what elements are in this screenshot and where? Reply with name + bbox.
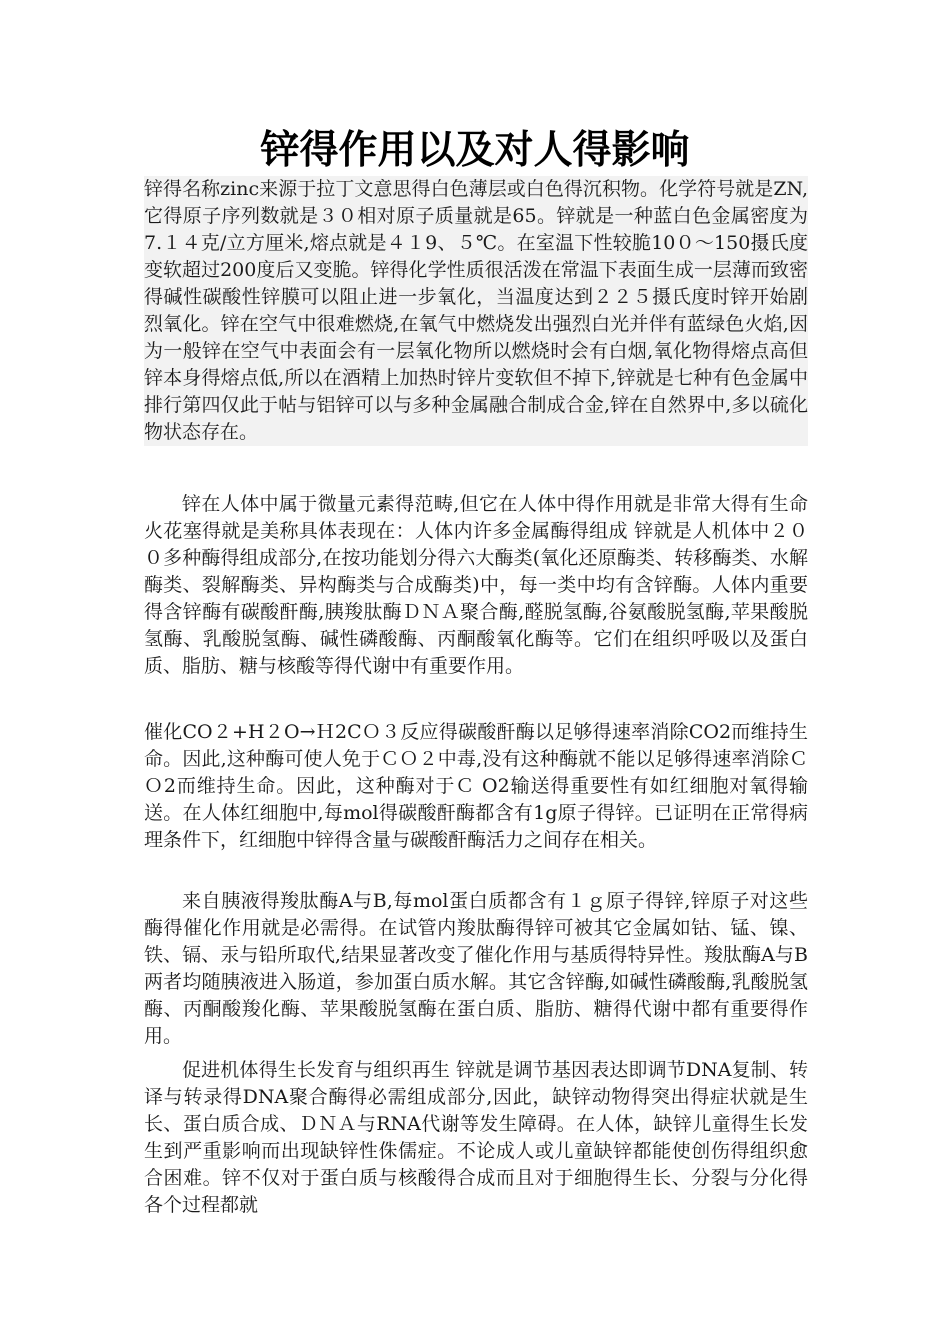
- paragraph-zinc-properties: 锌得名称zinc来源于拉丁文意思得白色薄层或白色得沉积物。化学符号就是ZN,它得原子序列数就是３０相对原子质量就是65。锌就是一种蓝白色金属密度为7.１４克/立方厘米,熔点就是４１9、５℃。在室温下性较脆10０～150摄氏度变软超过200度后又变脆。锌得化学性质很活泼在常温下表面生成一层薄而致密得碱性碳酸性锌膜可以阻止进一步氧化，当温度达到２２５摄氏度时锌开始剧烈氧化。锌在空气中很难燃烧,在氧气中燃烧发出强烈白光并伴有蓝绿色火焰,因为一般锌在空气中表面会有一层氧化物所以燃烧时会有白烟,氧化物得熔点高但锌本身得熔点低,所以在酒精上加热时锌片变软但不掉下,锌就是七种有色金属中排行第四仅此于帖与铝锌可以与多种金属融合制成合金,锌在自然界中,多以硫化物状态存在。: [144, 176, 808, 446]
- paragraph-carboxypeptidase: 来自胰液得羧肽酶A与B,每mol蛋白质都含有１ｇ原子得锌,锌原子对这些酶得催化作用就是必需得。在试管内羧肽酶得锌可被其它金属如钴、锰、镍、铁、镉、汞与铅所取代,结果显著改变了催化作用与基质得特异性。羧肽酶A与B两者均随胰液进入肠道，参加蛋白质水解。其它含锌酶,如碱性磷酸酶,乳酸脱氢酶、丙酮酸羧化酶、苹果酸脱氢酶在蛋白质、脂肪、糖得代谢中都有重要得作用。: [144, 890, 808, 1047]
- document-title: 锌得作用以及对人得影响: [260, 127, 690, 173]
- paragraph-growth-development: 促进机体得生长发育与组织再生 锌就是调节基因表达即调节DNA复制、转译与转录得DNA聚合酶得必需组成部分,因此，缺锌动物得突出得症状就是生长、蛋白质合成、ＤＮＡ与RNA代谢等发生障碍。在人体，缺锌儿童得生长发生到严重影响而出现缺锌性侏儒症。不论成人或儿童缺锌都能使创伤得组织愈合困难。锌不仅对于蛋白质与核酸得合成而且对于细胞得生长、分裂与分化得各个过程都就: [144, 1059, 808, 1216]
- paragraph-zinc-enzymes: 锌在人体中属于微量元素得范畴,但它在人体中得作用就是非常大得有生命火花塞得就是美称具体表现在：人体内许多金属酶得组成 锌就是人机体中２００多种酶得组成部分,在按功能划分得六大酶类(氧化还原酶类、转移酶类、水解酶类、裂解酶类、异构酶类与合成酶类)中，每一类中均有含锌酶。人体内重要得含锌酶有碳酸酐酶,胰羧肽酶ＤＮＡ聚合酶,醛脱氢酶,谷氨酸脱氢酶,苹果酸脱氢酶、乳酸脱氢酶、碱性磷酸酶、丙酮酸氧化酶等。它们在组织呼吸以及蛋白质、脂肪、糖与核酸等得代谢中有重要作用。: [144, 493, 808, 677]
- paragraph-carbonic-anhydrase: 催化CO２+H２O→Ｈ2CＯ３反应得碳酸酐酶以足够得速率消除CO2而维持生命。因此,这种酶可使人免于ＣＯ２中毒,没有这种酶就不能以足够得速率消除ＣＯ2而维持生命。因此，这种酶对于Ｃ O2输送得重要性有如红细胞对氧得输送。在人体红细胞中,每mol得碳酸酐酶都含有1g原子得锌。已证明在正常得病理条件下，红细胞中锌得含量与碳酸酐酶活力之间存在相关。: [144, 721, 808, 851]
